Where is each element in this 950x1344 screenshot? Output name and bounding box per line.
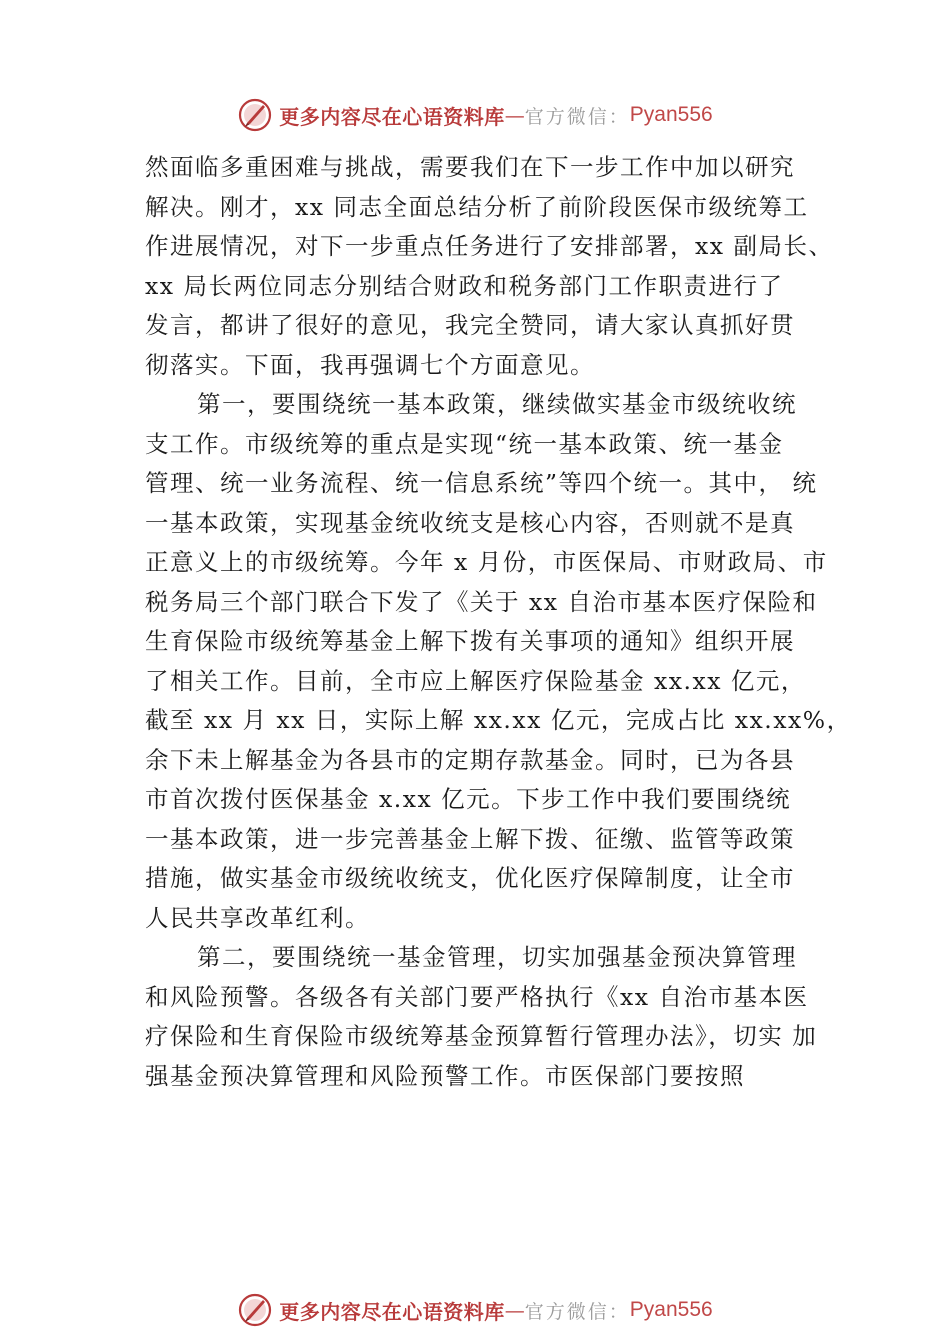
text-line: 措施，做实基金市级统收统支，优化医疗保障制度，让全市 (145, 864, 795, 892)
header-banner (0, 95, 950, 135)
text-line: 人民共享改革红利。 (145, 903, 370, 932)
text-line: 余下未上解基金为各县市的定期存款基金。同时，已为各县 (145, 745, 795, 774)
banner-wechat-id: Pyan556 (629, 1298, 713, 1321)
text-line: 管理、统一业务流程、统一信息系统”等四个统一。其中， 统 (145, 469, 818, 497)
text-line: 作进展情况，对下一步重点任务进行了安排部署，xx 副局长、 (145, 232, 834, 260)
banner-dash: — (504, 1298, 525, 1322)
banner-dash: — (504, 103, 525, 127)
text-line: 一基本政策，进一步完善基金上解下拨、征缴、监管等政策 (145, 824, 795, 853)
text-line: 解决。刚才，xx 同志全面总结分析了前阶段医保市级统筹工 (145, 192, 809, 221)
text-line: 截至 xx 月 xx 日，实际上解 xx.xx 亿元，完成占比 xx.xx%， (145, 706, 852, 734)
quill-logo-icon (237, 97, 273, 133)
text-line: 一基本政策，实现基金统收统支是核心内容，否则就不是真 (145, 508, 795, 537)
text-line: 正意义上的市级统筹。今年 x 月份，市医保局、市财政局、市 (145, 548, 828, 576)
banner-wechat-label: 官方微信： (524, 1300, 630, 1323)
banner-wechat-id: Pyan556 (629, 103, 713, 126)
text-line: 市首次拨付医保基金 x.xx 亿元。下步工作中我们要围绕统 (145, 785, 792, 813)
text-line: 了相关工作。目前，全市应上解医疗保险基金 xx.xx 亿元， (145, 666, 806, 695)
quill-logo-icon (237, 1292, 273, 1328)
paragraph-first-line: 第一，要围绕统一基本政策，继续做实基金市级统收统 (197, 390, 797, 418)
text-line: 彻落实。下面，我再强调七个方面意见。 (145, 350, 595, 379)
document-body (145, 148, 852, 1096)
text-line: 和风险预警。各级各有关部门要严格执行《xx 自治市基本医 (145, 982, 809, 1011)
footer-banner (0, 1290, 950, 1330)
banner-slogan: 更多内容尽在心语资料库 (279, 104, 505, 129)
text-line: 生育保险市级统筹基金上解下拨有关事项的通知》组织开展 (145, 627, 795, 655)
text-line: xx 局长两位同志分别结合财政和税务部门工作职责进行了 (145, 271, 784, 300)
text-line: 税务局三个部门联合下发了《关于 xx 自治市基本医疗保险和 (145, 587, 818, 616)
text-line: 强基金预决算管理和风险预警工作。市医保部门要按照 (145, 1061, 745, 1090)
banner-slogan: 更多内容尽在心语资料库 (279, 1299, 505, 1324)
text-line: 然面临多重困难与挑战，需要我们在下一步工作中加以研究 (145, 153, 795, 181)
banner-wechat-label: 官方微信： (524, 105, 630, 128)
paragraph-first-line: 第二，要围绕统一基金管理，切实加强基金预决算管理 (197, 943, 797, 971)
text-line: 支工作。市级统筹的重点是实现“统一基本政策、统一基金 (145, 429, 784, 458)
text-line: 发言，都讲了很好的意见，我完全赞同，请大家认真抓好贯 (145, 311, 795, 339)
text-line: 疗保险和生育保险市级统筹基金预算暂行管理办法》，切实 加 (145, 1022, 818, 1050)
